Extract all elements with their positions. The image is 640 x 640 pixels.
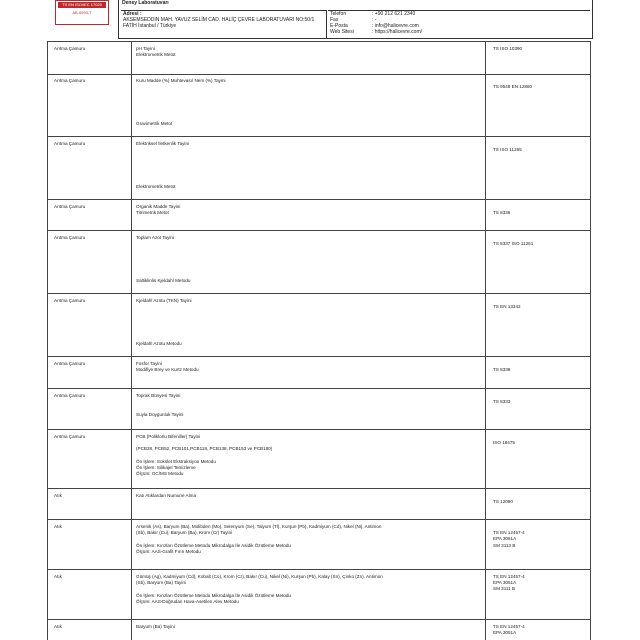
test-method-cell: PCB (Poliklorlu Bifeniller) Tayini (PCB28, PCB52, PCB101,PCB118, PCB138, PCB153 ve PCB180) Ön İşlem: Sokslet Ekstraksiyon Metodu Ön İşlem: Silikajel Temizleme Ölçüm: GC/MS Metodu [136, 434, 273, 477]
matrix-cell: Arıtma Çamuru [54, 434, 86, 439]
table-row [47, 489, 591, 520]
test-method-cell: Gümüş (Ag), Kadmiyum (Cd), Kobalt (Co), Krom (Cr), Bakır (Cu), Nikel (Ni), Kurşun (Pb), Kalay (Sn), Çinko (Zn), Antimon (Sb), Baryum (Ba) Tayini Ön İşlem: Kırızları Özütleme Metodu Mikrodalga İle Asidik Özütleme Metodu Ölçüm: AAS-Doğrudan Hava-Asetilen Alev Metodu [136, 574, 383, 604]
standard-cell: TS 8333 [493, 399, 511, 405]
matrix-cell: Atık [54, 574, 62, 579]
matrix-cell: Arıtma Çamuru [54, 204, 86, 209]
table-row [47, 294, 591, 357]
fax-value: : - [372, 17, 377, 23]
address-block [121, 10, 327, 38]
table-row [47, 620, 591, 640]
table-row [47, 231, 591, 294]
table-row [47, 41, 591, 75]
standard-cell: TS 12090 [493, 499, 513, 505]
matrix-cell: Arıtma Çamuru [54, 235, 86, 240]
address-line-2: FATİH İstanbul / Türkiye [123, 23, 177, 29]
standard-cell: ISO 18475 [493, 440, 515, 446]
matrix-cell: Atık [54, 493, 62, 498]
email-value[interactable]: : info@halicevre.com [372, 23, 419, 29]
accreditation-logo [55, 0, 109, 25]
test-method-cell: Fosfor Tayini Modifiye Brey ve Kurtz Metodu [136, 361, 199, 373]
contact-labels [330, 11, 354, 35]
table-row [47, 389, 591, 430]
standard-cell: TS ISO 11265 [493, 147, 522, 153]
logo-top-text: TS EN ISO/IEC 17025 [58, 2, 106, 8]
standard-cell: TS 8338 [493, 367, 511, 373]
table-row [47, 520, 591, 570]
matrix-cell: Atık [54, 624, 62, 629]
matrix-cell: Arıtma Çamuru [54, 361, 86, 366]
address-label: Adresi : [123, 11, 142, 17]
test-method-cell: Toplam Azot Tayini Saltiklinlis Kjeldahl Metodu [136, 235, 191, 284]
phone-label: Telefon [330, 11, 347, 17]
phone-value: : +90 212 621 2340 [372, 11, 416, 17]
matrix-cell: Arıtma Çamuru [54, 141, 86, 146]
standard-cell: TS 8337 ISO 11261 [493, 241, 534, 247]
table-row [47, 74, 591, 137]
test-method-cell: Katı Atıklardan Numune Alma [136, 493, 197, 498]
logo-accreditation-number: AB-0993-T [72, 10, 92, 15]
address-line-1: AKSEMSEDDIN MAH. YAVUZ SELİM CAD. HALİÇ ÇEVRE LABORATUVARI NO:50/1 [123, 17, 315, 23]
table-row [47, 430, 591, 489]
standard-cell: TS EN 12457-4 EPA 3051A SM 3113 B [493, 530, 525, 548]
contact-values [372, 11, 422, 35]
test-method-cell: Toprak Bünyesi Tayini Suyla Doygunluk Tayini [136, 393, 184, 417]
standard-cell: TS ISO 10390 [493, 46, 523, 51]
email-label: E-Posta [330, 23, 348, 29]
lab-title: Deney Laboratuvarı [122, 0, 169, 6]
test-method-cell: Elektriksel İletkenlik Tayini Elektrometrik Metot [136, 141, 190, 190]
website-label: Web Sitesi [330, 29, 354, 35]
contact-block [328, 10, 590, 38]
standard-cell: TS 9546 EN 12880 [493, 84, 533, 90]
test-method-cell: Baryum (Ba) Tayini [136, 624, 175, 629]
table-row [47, 357, 591, 389]
table-row [47, 137, 591, 200]
test-method-cell: Kjeldahl Azotu (TKN) Tayini Kjeldahl Azotu Metodu [136, 298, 192, 347]
matrix-cell: Arıtma Çamuru [54, 46, 86, 51]
standard-cell: TS 8336 [493, 210, 511, 216]
test-method-cell: pH Tayini Elektrometrik Metot [136, 46, 176, 58]
fax-label: Fax [330, 17, 339, 23]
test-method-cell: Arsenik (As), Baryum (Ba), Molibden (Mo), Selenyum (Se), Talyum (Tl), Kurşun (Pb), Kadmiyum (Cd), Nikel (Ni), Antimon (Sb), Bakır (Cu), Baryum (Ba), Krom (Cr) Tayini Ön İşlem: Kırızları Özütleme Metodu Mikrodalga İle Asidik Özütleme Metodu Ölçüm: AAS-Grafit Fırın Metodu [136, 524, 382, 554]
matrix-cell: Arıtma Çamuru [54, 78, 86, 83]
table-row [47, 200, 591, 231]
test-method-cell: Organik Madde Tayini Titrimetrik Metot [136, 204, 181, 216]
matrix-cell: Arıtma Çamuru [54, 298, 86, 303]
standard-cell: TS EN 12457-4 EPA 3051A SM 3111 B [493, 574, 525, 592]
matrix-cell: Arıtma Çamuru [54, 393, 86, 398]
matrix-cell: Atık [54, 524, 62, 529]
test-method-cell: Kuru Madde (%) Muhtevası/ Nem (%) Tayini Gravimetrik Metot [136, 78, 226, 127]
website-value[interactable]: : https://halicevre.com/ [372, 29, 423, 35]
table-row [47, 570, 591, 620]
standard-cell: TS EN 12457-4 EPA 3051A [493, 624, 525, 636]
standard-cell: TS EN 13342 [493, 304, 521, 310]
